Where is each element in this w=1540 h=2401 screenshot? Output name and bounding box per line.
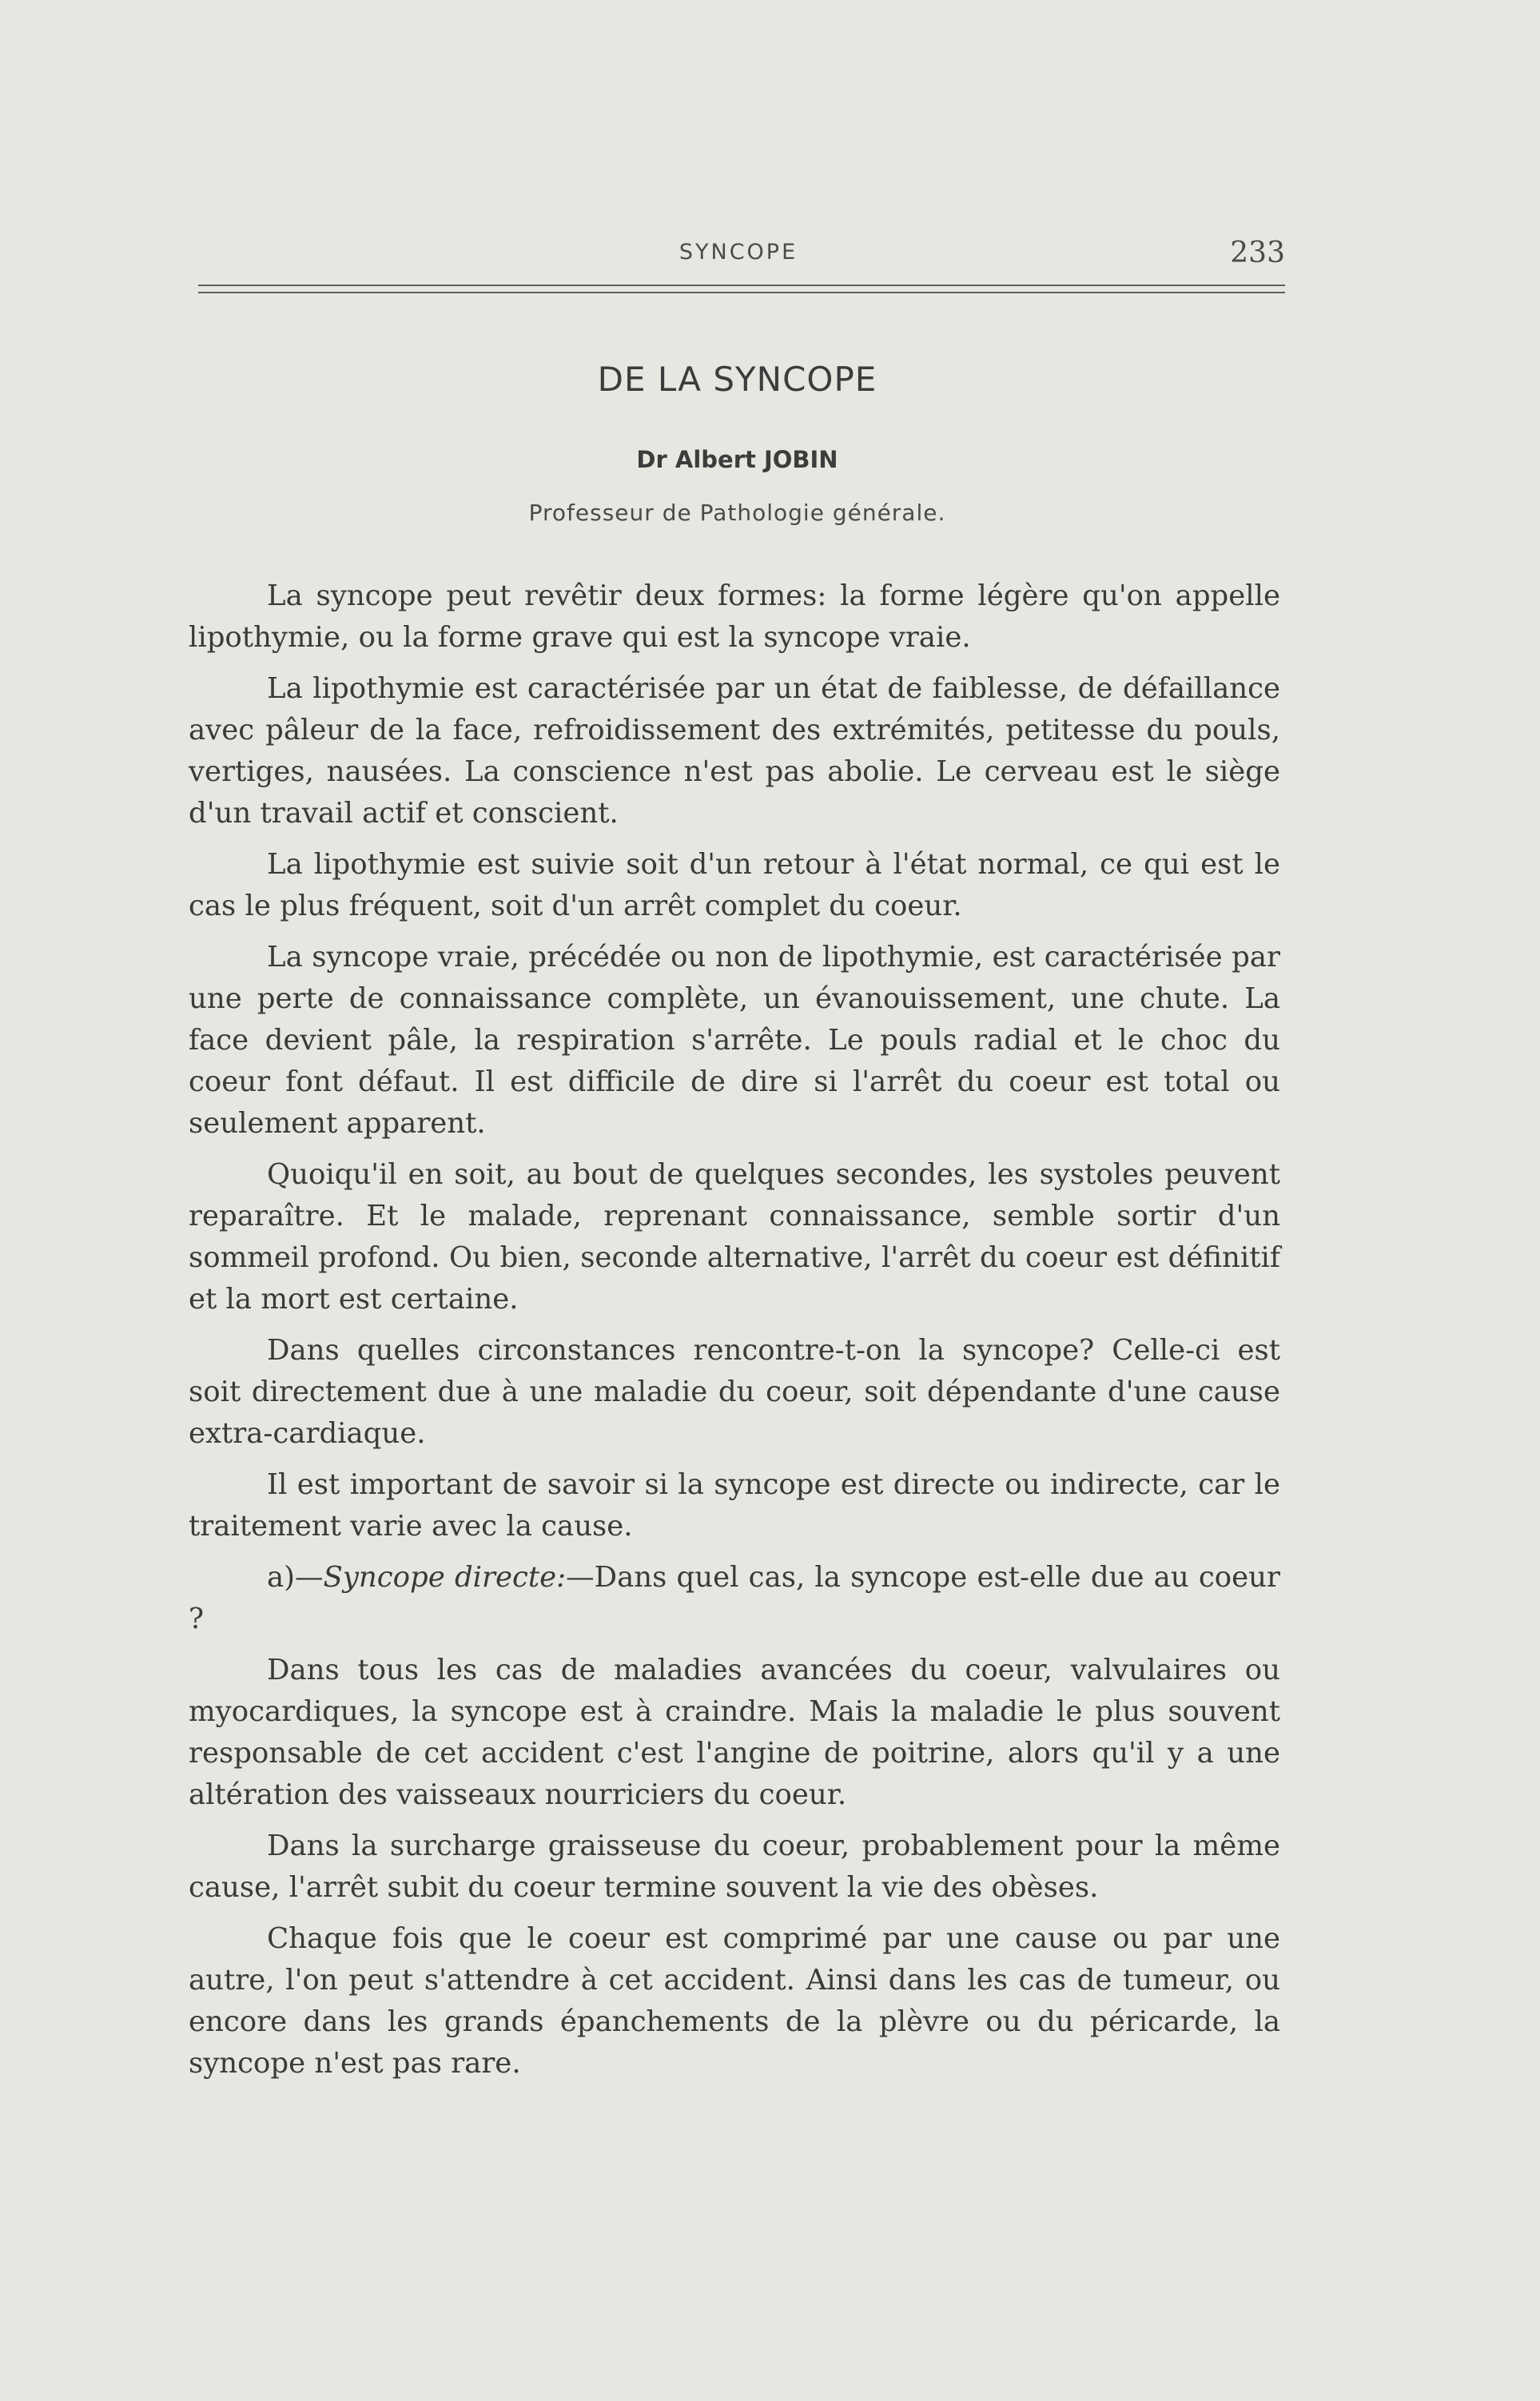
subsection-heading: Syncope directe:	[323, 1561, 567, 1594]
paragraph: La syncope peut revêtir deux formes: la forme légère qu'on appelle lipothymie, ou la forme grave qui est la syncope vraie.	[189, 579, 1280, 654]
paragraph: Chaque fois que le coeur est comprimé par une cause ou par une autre, l'on peut s'attendre à cet accident. Ainsi dans les cas de tumeur, ou encore dans les grands épanchements de la plèvre ou du péricarde, la syncope n'est pas rare.	[189, 1922, 1280, 2080]
paragraph: Il est important de savoir si la syncope est directe ou indirecte, car le traitement varie avec la cause.	[189, 1468, 1280, 1543]
header-rule-top	[198, 285, 1285, 286]
author-affiliation: Professeur de Pathologie générale.	[528, 500, 946, 526]
paragraph: Dans tous les cas de maladies avancées du coeur, valvulaires ou myocardiques, la syncope est à craindre. Mais la maladie le plus souvent responsable de cet accident c'est l'angine de poitrine, alors qu'il y a une altération des vaisseaux nourriciers du coeur.	[189, 1654, 1280, 1811]
subsection-paragraph	[189, 1557, 1280, 1640]
paragraph: Dans quelles circonstances rencontre-t-on la syncope? Celle-ci est soit directement due à une maladie du coeur, soit dépendante d'une cause extra-cardiaque.	[189, 1334, 1280, 1450]
article-body	[189, 575, 1280, 2094]
page-number: 233	[1230, 237, 1285, 269]
running-head	[192, 237, 1285, 288]
paragraph: Quoiqu'il en soit, au bout de quelques secondes, les systoles peuvent reparaître. Et le malade, reprenant connaissance, semble sortir d'un sommeil profond. Ou bien, seconde alternative, l'arrêt du coeur est définitif et la mort est certaine.	[189, 1158, 1280, 1316]
article-title: DE LA SYNCOPE	[597, 360, 877, 399]
paragraph: Dans la surcharge graisseuse du coeur, probablement pour la même cause, l'arrêt subit du coeur termine souvent la vie des obèses.	[189, 1830, 1280, 1904]
header-rule-bottom	[198, 292, 1285, 293]
paragraph: La lipothymie est caractérisée par un état de faiblesse, de défaillance avec pâleur de la face, refroidissement des extrémités, petitesse du pouls, vertiges, nausées. La conscience n'est pas abolie. Le cerveau est le siège d'un travail actif et conscient.	[189, 672, 1280, 830]
subsection-text: —Dans quel cas, la syncope est-elle due au coeur ?	[189, 1561, 1280, 1635]
subsection-prefix: a)—	[267, 1561, 324, 1594]
paragraph: La syncope vraie, précédée ou non de lipothymie, est caractérisée par une perte de connaissance complète, un évanouissement, une chute. La face devient pâle, la respiration s'arrête. Le pouls radial et le choc du coeur font défaut. Il est difficile de dire si l'arrêt du coeur est total ou seulement apparent.	[189, 941, 1280, 1140]
paragraph: La lipothymie est suivie soit d'un retour à l'état normal, ce qui est le cas le plus fréquent, soit d'un arrêt complet du coeur.	[189, 848, 1280, 922]
running-title: SYNCOPE	[678, 240, 798, 265]
article-author: Dr Albert JOBIN	[636, 446, 838, 473]
